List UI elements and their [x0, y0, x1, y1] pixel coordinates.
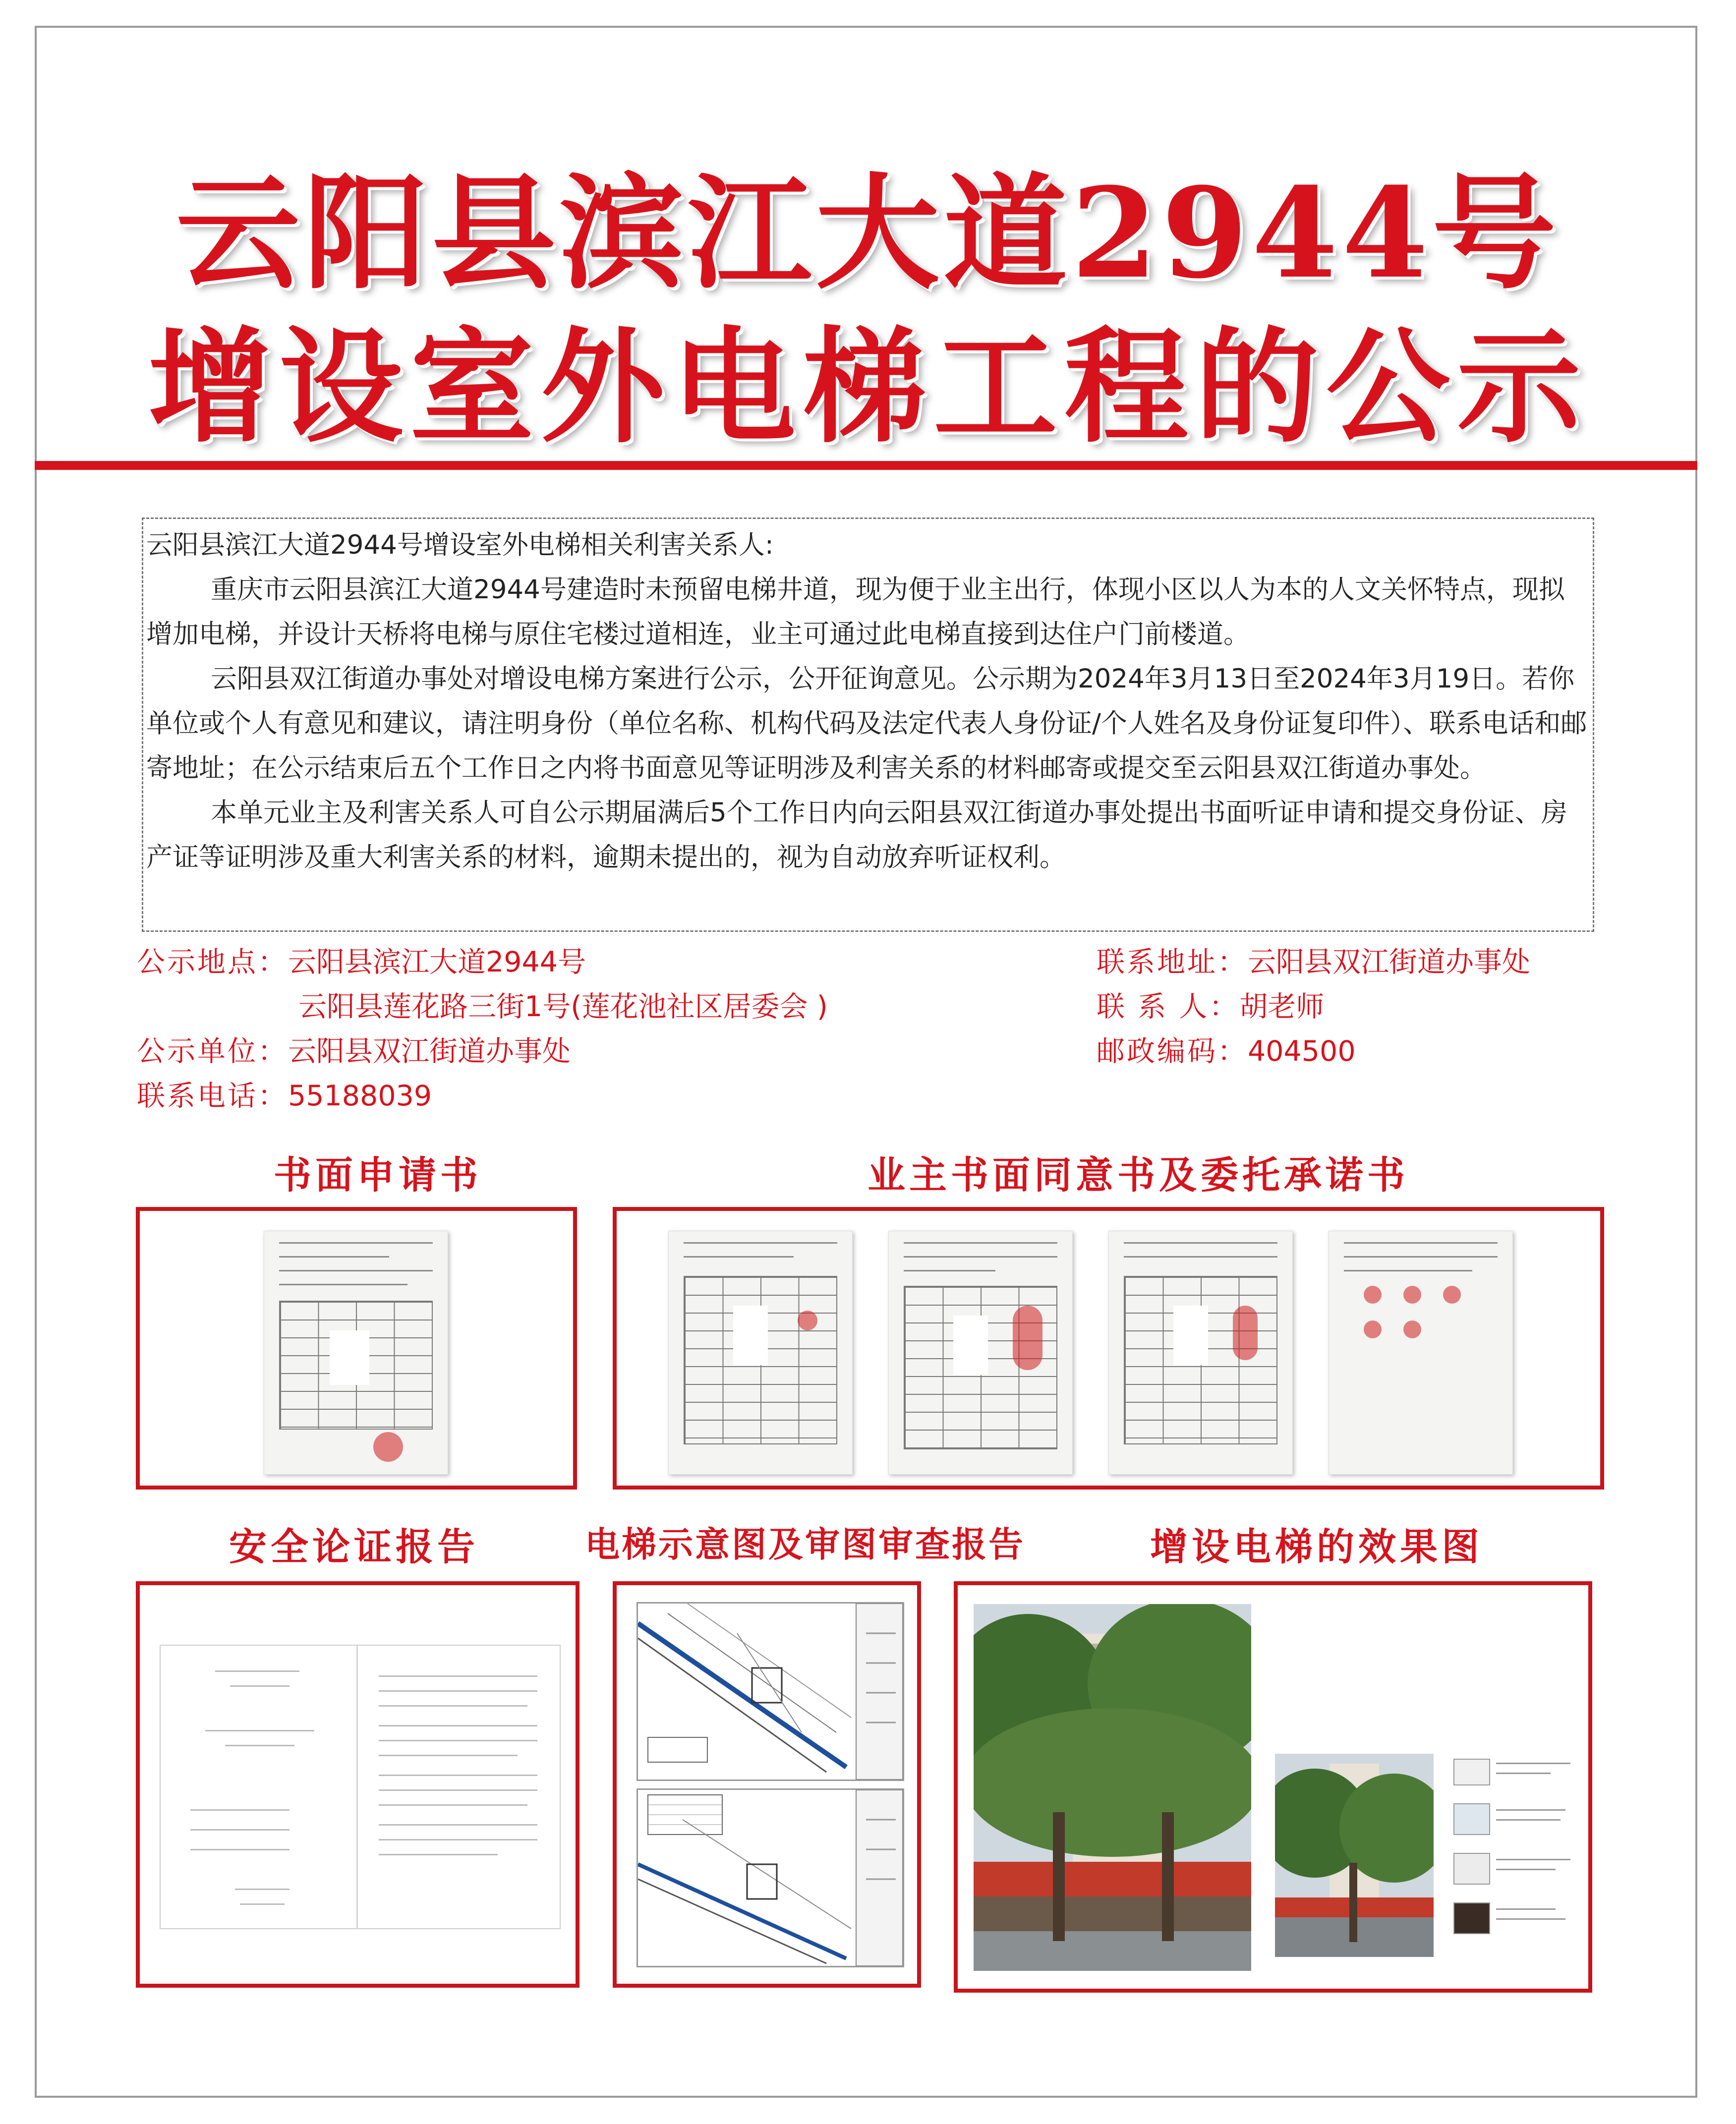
consent-document-image-3 — [1108, 1231, 1293, 1475]
address-label: 联系地址： — [1097, 946, 1248, 978]
diagram-panel — [613, 1581, 921, 1988]
paragraph-3: 本单元业主及利害关系人可自公示期届满后5个工作日内向云阳县双江街道办事处提出书面听证申请和提交身份证、房产证等证明涉及重大利害关系的材料，逾期未提出的，视为自动放弃听证权利。 — [146, 798, 1567, 872]
site-plan-image-1 — [637, 1602, 904, 1781]
phone-value: 55188039 — [288, 1080, 432, 1112]
rendering-panel — [954, 1581, 1592, 1993]
safety-panel — [136, 1581, 579, 1988]
unit-row — [137, 1029, 571, 1069]
unit-label: 公示单位： — [137, 1035, 288, 1068]
location-label: 公示地点： — [137, 946, 288, 978]
postcode-value: 404500 — [1248, 1035, 1356, 1068]
title-line-2: 增设室外电梯工程的公示 — [148, 314, 1588, 459]
paragraph-1: 重庆市云阳县滨江大道2944号建造时未预留电梯井道，现为便于业主出行，体现小区以人为本的人文关怀特点，现拟增加电梯，并设计天桥将电梯与原住宅楼过道相连，业主可通过此电梯直接到达住户门前楼道。 — [146, 574, 1565, 649]
consent-document-image-2 — [888, 1231, 1073, 1475]
location-1: 云阳县滨江大道2944号 — [288, 946, 586, 978]
phone-label: 联系电话： — [137, 1080, 288, 1112]
location-row-2 — [298, 984, 828, 1025]
safety-report-image — [160, 1645, 561, 1929]
salutation: 云阳县滨江大道2944号增设室外电梯相关利害关系人: — [146, 530, 774, 560]
section-title-safety: 安全论证报告 — [229, 1525, 479, 1569]
address-value: 云阳县双江街道办事处 — [1248, 946, 1530, 978]
postcode-label: 邮政编码： — [1097, 1035, 1248, 1068]
contact-label: 联 系 人： — [1097, 990, 1240, 1023]
notice-body — [142, 517, 1594, 932]
postcode-row — [1097, 1029, 1356, 1069]
contact-row — [1097, 984, 1324, 1025]
rendering-photo-large — [974, 1604, 1251, 1971]
rendering-photo-small — [1275, 1754, 1434, 1957]
section-title-diagram: 电梯示意图及审图审查报告 — [585, 1524, 1025, 1565]
location-row — [137, 939, 586, 980]
consent-document-image-1 — [668, 1231, 853, 1475]
consent-document-image-4 — [1329, 1231, 1513, 1475]
location-2: 云阳县莲花路三街1号(莲花池社区居委会 ) — [298, 990, 828, 1023]
phone-row — [137, 1073, 432, 1114]
title-line-1: 云阳县滨江大道2944号 — [176, 160, 1560, 306]
contact-value: 胡老师 — [1239, 990, 1325, 1023]
application-document-image — [264, 1231, 448, 1475]
unit-value: 云阳县双江街道办事处 — [288, 1035, 571, 1068]
consent-panel — [613, 1207, 1604, 1490]
section-title-rendering: 增设电梯的效果图 — [1150, 1525, 1483, 1569]
application-panel — [136, 1207, 577, 1490]
address-row — [1097, 939, 1530, 980]
section-title-consent: 业主书面同意书及委托承诺书 — [868, 1153, 1409, 1197]
title-divider — [35, 461, 1697, 470]
section-title-application: 书面申请书 — [274, 1153, 482, 1197]
paragraph-2: 云阳县双江街道办事处对增设电梯方案进行公示，公开征询意见。公示期为2024年3月13日至2024年3月19日。若你单位或个人有意见和建议，请注明身份（单位名称、机构代码及法定代表人身份证/个人姓名及身份证复印件）、联系电话和邮寄地址；在公示结束后五个工作日之内将书面意见等证明涉及利害关系的材料邮寄或提交至云阳县双江街道办事处。 — [146, 664, 1587, 783]
site-plan-image-2 — [637, 1788, 904, 1967]
